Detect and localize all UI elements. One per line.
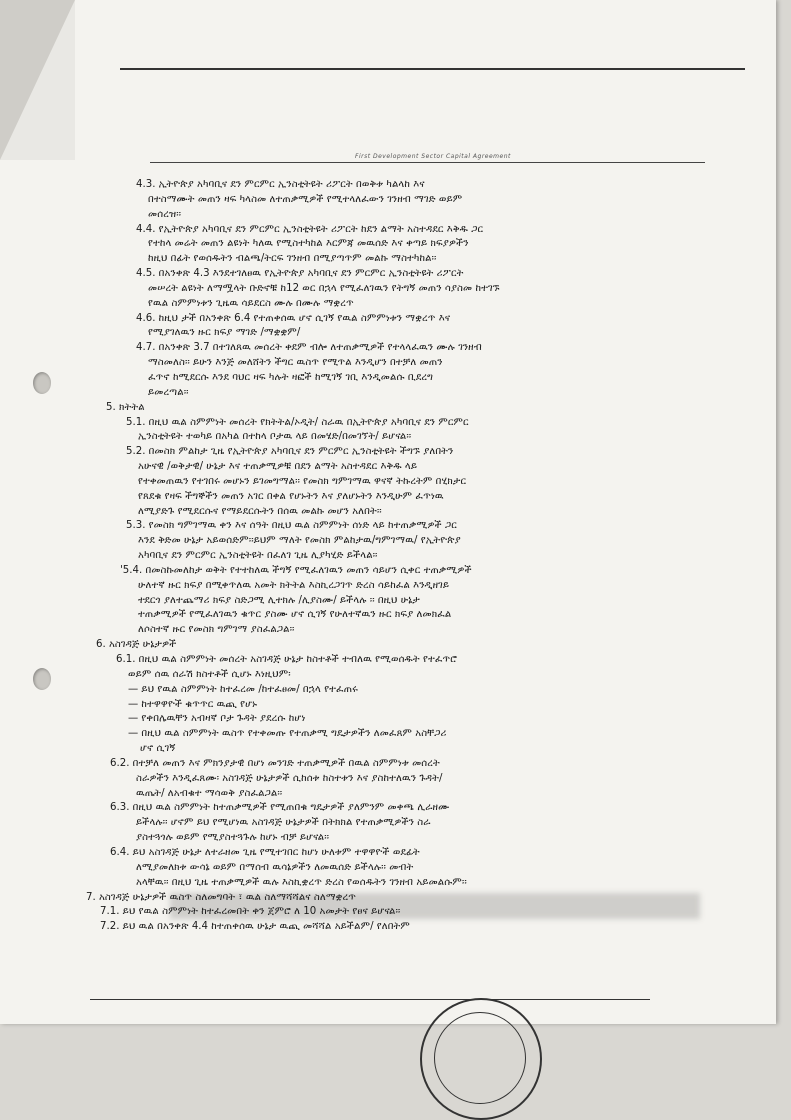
text-line: እንደ ቅድመ ሁኔታ አይወሰድም፡፡ይህም ማለት የመስክ ምልከታዉ/ግምገማዉ/ የኢትዮጵያ — [138, 535, 461, 547]
scan-smudge — [170, 893, 700, 919]
text-line: 4.7. በአንቀጽ 3.7 በተገለጸዉ መሰረት ቀደም ብሎ ለተጠቃሚዎች የተላላፈዉን ሙሉ ገንዘብ — [136, 342, 482, 354]
text-line: ያስተጓጎሉ ወይም የሚያስተጓጉሉ ከሆኑ ብቻ ይሆናል፡፡ — [136, 832, 330, 844]
text-line: ይችላሉ፡፡ ሆኖም ይህ የሚሆነዉ አስገዳጅ ሁኔታዎች በትክክል የተጠቃሚዎችን ስራ — [136, 817, 431, 829]
text-line: ሁለተኛ ዙር ክፍያ በሚቀጥለዉ አመት ክትትል እስኪረጋገጥ ድረስ ሳይከፈል እንዲዘገይ — [138, 579, 450, 591]
text-line: የጸደቁ የዛፍ ችግኞችን መጠን አገር በቀል የሆኑትን እና ያለሆኑትን እንዲሁም ፈጥነዉ — [138, 490, 444, 502]
text-line: — በዚህ ዉል ስምምነት ዉስጥ የተቀመጡ የተጠቃሚ ግዴታዎችን ለመፈጸም አስቸጋሪ — [128, 728, 447, 740]
text-line: ተደርጎ ያለተጨማሪ ክፍያ ስድጋሚ ሊተክሉ /ሊያስሙ/ ይችላሉ ፡፡ በዚህ ሁኔታ — [138, 594, 420, 606]
text-line: የተከላ መሬት መጠን ልዩነት ካለዉ የሚስተካከል እርምጃ መዉሰድ እና ቀጣይ ክፍያዎችን — [148, 238, 469, 250]
text-line: ስራዎችን እንዲፈጸሙ፡ አስገዳጅ ሁኔታዎች ሲከሰቱ ከስተቱን እና ያስከተለዉን ጉዳት/ — [136, 772, 443, 784]
text-line: ከዚህ በፊት የወሰዱትን ብልጫ/ትርፍ ገንዘብ በሚያጣጥም መልኩ ማስተካከል፡፡ — [148, 253, 437, 265]
text-line: የሚያገለዉን ዙር ክፍያ ማገድ /ማቋቋም/ — [148, 327, 301, 339]
text-line: 5.2. በመስክ ምልከታ ጊዜ የኢትዮጵያ አካባቢና ደን ምርምር ኢንስቲትዩት ችግኙ ያለበትን — [126, 446, 454, 458]
text-line: 4.4. የኢትዮጵያ አካባቢና ደን ምርምር ኢንስቲትዩት ሪፖርት ከደን ልማት አስተዳደር እቅዱ ጋር — [136, 223, 484, 235]
text-line: የተቀመጠዉን የተገበሩ መሆኑን ይገመግማል፡፡ የመስክ ግምገማዉ ዋናኛ ትኩረትም በሂክታር — [138, 475, 467, 487]
text-line: 5.3. የመስክ ግምገማዉ ቀን እና ሰዓት በዚህ ዉል ስምምነት ሰነድ ላይ ከተጠቃሚዎች ጋር — [126, 520, 457, 532]
text-line: በተስማሙት መጠን ዛፍ ካላስመ ለተጠቃሚዎች የሚተላለፈውን ገንዘብ ማገድ ወይም — [148, 193, 463, 205]
text-line: ዉጤት/ ለአብቁተ ማሳወቅ ያስፈልጋል፡፡ — [136, 787, 283, 799]
text-line: ማስመለስ፡፡ ይሁን እንጅ መለሸትን ችግር ዉስጥ የሚጥል እንዲሆን በተቻለ መጠን — [148, 357, 443, 369]
text-line: ሆኖ ሲገኝ — [140, 743, 176, 755]
text-line: መሰረዝ፡፡ — [148, 208, 182, 220]
text-line: ወይም ሰዉ ሰራሽ ክስተቶች ሲሆኑ እነዚህም፡ — [128, 668, 291, 680]
text-line: 4.5. በአንቀጽ 4.3 እንደተገለፀዉ የኢትዮጵያ አካባቢና ደን ምርምር ኢንስቲትዩት ሪፖርት — [136, 268, 464, 280]
text-line: ተጠቃሚዎች የሚፈለገዉን ቁጥር ያስሙ ሆኖ ሲገኝ የሁለተኛዉን ዙር ክፍያ ለመክፈል — [138, 609, 452, 621]
text-line: 6.4. ይህ አስገዳጅ ሁኔታ ለተራዘመ ጊዜ የሚተገበር ከሆነ ሁለቱም ተዋዋዮች ወደፊት — [110, 846, 420, 858]
text-line: ለሚያመለክቱ ውሳኔ ወይም በማሰብ ዉሳኔዎችን ለመዉሰድ ይችላሉ፡፡ መብት — [136, 861, 414, 873]
text-line: መሠረት ልዩነት ለማሟላት ቡድኖቹ ከ12 ወር በኋላ የሚፈለገዉን የትግኝ መጠን ሳያስመ ከተገኙ — [148, 282, 500, 294]
text-line: 5. ክትትል — [106, 401, 145, 413]
folded-corner-shadow — [0, 0, 75, 160]
text-line: 4.3. ኢትዮጵያ አካባቢና ደን ምርምር ኢንስቲትዩት ሪፖርት በወቅቱ ካልላከ እና — [136, 179, 425, 190]
text-line: 4.6. ከዚህ ታች በአንቀጽ 6.4 የተጠቀሰዉ ሆኖ ሲገኝ የዉል ስምምነቱን ማቋረጥ እና — [136, 312, 451, 324]
text-line: የዉል ስምምነቱን ጊዜዉ ሳይደርስ ሙሉ በሙሉ ማቋረጥ — [148, 297, 354, 309]
punch-hole-top — [33, 372, 51, 394]
text-line: — ከተዋዋዮች ቁጥጥር ዉጪ የሆኑ — [128, 698, 258, 710]
text-line: 7.2. ይህ ዉል በአንቀጽ 4.4 ከተጠቀሰዉ ሁኔታ ዉጪ መሻሻል አይችልም/ የለበትም — [100, 921, 410, 933]
text-line: ይመረጣል፡፡ — [148, 386, 189, 398]
text-line: '5.4. በመስኩመለከታ ወቅት የተተከለዉ ችግኝ የሚፈለገዉን መጠን ሳይሆን ሲቀር ተጠቃሚዎች — [120, 564, 472, 576]
header-text: First Development Sector Capital Agreement — [355, 153, 511, 160]
document-body — [78, 178, 688, 935]
punch-hole-bottom — [33, 668, 51, 690]
text-line: 7. አስገዳጅ ሁኔታዎች ዉስጥ ስለመግባት ፣ ዉል ስለማሻሻልና ስለማቋረጥ — [86, 891, 356, 903]
text-line: — የቀበሌዉቸን አብዛኛ ቦታ ጉዳት ያደረሱ ከሆነ — [128, 713, 306, 725]
text-line: አካባቢና ደን ምርምር ኢንስቲትዩት በፈለገ ጊዜ ሊያካሂድ ይችላል፡፡ — [138, 550, 378, 562]
bottom-rule — [90, 999, 650, 1000]
official-stamp — [420, 998, 542, 1120]
official-stamp-inner — [434, 1012, 526, 1104]
text-line: 5.1. በዚህ ዉል ስምምነት መሰረት የክትትል/ኦዲት/ ስራዉ በኢትዮጵያ አካባቢና ደን ምርምር — [126, 416, 469, 428]
text-line: — ይህ የዉል ስምምነት ከተፈረመ /ከተፈፀመ/ በኋላ የተፈጠሩ — [128, 683, 358, 695]
top-rule — [120, 68, 745, 70]
text-line: 6. አስገዳጅ ሁኔታዎች — [96, 639, 177, 651]
header-rule — [150, 162, 705, 163]
text-line: 6.2. በተቻለ መጠን እና ምክንያታዊ በሆነ መንገድ ተጠቃሚዎች በዉል ስምምነቱ መሰረት — [110, 757, 440, 769]
text-line: አላቸዉ፡፡ በዚህ ጊዜ ተጠቃሚዎች ዉሉ እስኪቋረጥ ድረስ የወሰዱትን ገንዘብ አይመልሱም፡፡ — [136, 876, 467, 888]
text-line: 6.1. በዚህ ዉል ስምምነት መሰረት አስገዳጅ ሁኔታ ከስተቶች ተብለዉ የሚወሰዱት የተፈጥሮ — [116, 654, 457, 665]
text-line: ለሶስተኛ ዙር የመስክ ግምገማ ያስፈልጋል፡፡ — [138, 624, 295, 636]
text-line: 6.3. በዚህ ዉል ስምምነት ከተጠቃሚዎች የሚጠበቁ ግዴታዎች ያለምንም መቀጫ ሊራዘሙ — [110, 802, 450, 814]
text-line: ለሚያድጉ የሚደርሱና የማይደርሱትን በሰዉ መልኩ መሆን አለበት፡፡ — [138, 505, 382, 517]
text-line: ኢንስቲትዩት ተወካይ በአካል በተከላ ቦታዉ ላይ በመሄድ/በመገኘት/ ይሆናል፡፡ — [138, 431, 412, 443]
text-line: 7.1. ይህ የዉል ስምምነት ከተፈረመበት ቀን ጀምሮ ለ 10 አመታት የፀና ይሆናል፡፡ — [100, 906, 401, 918]
text-line: አሁናዊ /ወቅታዊ/ ሁኔታ እና ተጠቃሚዎቹ በደን ልማት አስተዳደር እቅዱ ላይ — [138, 461, 418, 473]
text-line: ፈጥኖ ከሚደርሱ እንደ ባህር ዛፍ ካሉት ዛፎች ከሚገኝ ገቢ እንዲመልሱ ቢደረግ — [148, 371, 434, 383]
